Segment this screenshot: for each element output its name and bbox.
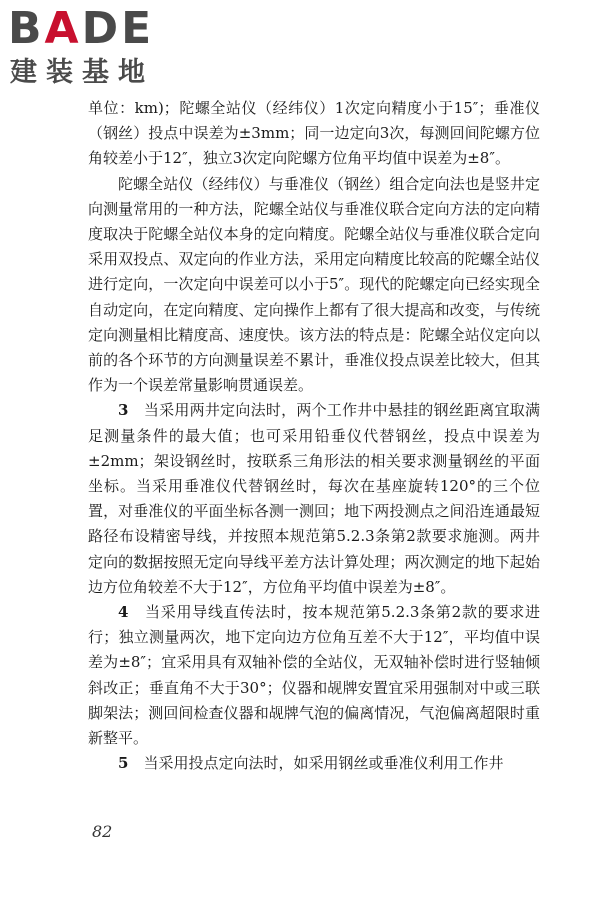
paragraph-item-5: [88, 751, 540, 776]
logo-letters-de: DE: [81, 3, 155, 54]
page-body: [88, 96, 540, 776]
paragraph-continuation: [88, 96, 540, 172]
item-number: 3: [118, 401, 129, 420]
logo-wordmark: [8, 4, 154, 54]
item-number: 4: [118, 603, 129, 622]
paragraph-text: 当采用导线直传法时，按本规范第5.2.3条第2款的要求进行；独立测量两次，地下定向边方位角互差不大于12″，平均值中误差为±8″；宜采用具有双轴补偿的全站仪，无双轴补偿时进行竖轴倾斜改正；垂直角不大于30°；仪器和觇牌安置宜采用强制对中或三联脚架法；测回间检查仪器和觇牌气泡的偏离情况，气泡偏离超限时重新整平。: [88, 603, 540, 748]
paragraph-gyro-method: [88, 172, 540, 399]
bade-logo: [8, 4, 178, 90]
logo-subtitle: 建装基地: [10, 57, 154, 88]
paragraph-text: 当采用投点定向法时，如采用钢丝或垂准仪利用工作井: [143, 754, 504, 773]
paragraph-text: 陀螺全站仪（经纬仪）与垂准仪（钢丝）组合定向法也是竖井定向测量常用的一种方法，陀螺全站仪与垂准仪联合定向方法的定向精度取决于陀螺全站仪本身的定向精度。陀螺全站仪与垂准仪联合定向采用双投点、双定向的作业方法，采用定向精度比较高的陀螺全站仪进行定向，一次定向中误差可以小于5″。现代的陀螺定向已经实现全自动定向，在定向精度、定向操作上都有了很大提高和改变，与传统定向测量相比精度高、速度快。该方法的特点是：陀螺全站仪定向以前的各个环节的方向测量误差不累计，垂准仪投点误差比较大，但其作为一个误差常量影响贯通误差。: [88, 174, 540, 395]
paragraph-item-4: [88, 600, 540, 751]
paragraph-item-3: [88, 398, 540, 600]
logo-letter-a: A: [44, 3, 82, 54]
paragraph-text: 单位：km)；陀螺全站仪（经纬仪）1次定向精度小于15″；垂准仪（钢丝）投点中误差为±3mm；同一边定向3次，每测回间陀螺方位角较差小于12″，独立3次定向陀螺方位角平均值中误差为±8″。: [88, 99, 540, 168]
logo-letter-b: B: [8, 3, 45, 54]
item-number: 5: [118, 754, 129, 773]
page-number: 82: [92, 822, 113, 841]
paragraph-text: 当采用两井定向法时，两个工作井中悬挂的钢丝距离宜取满足测量条件的最大值；也可采用铅垂仪代替钢丝，投点中误差为±2mm；架设钢丝时，按联系三角形法的相关要求测量钢丝的平面坐标。当采用垂准仪代替钢丝时，每次在基座旋转120°的三个位置，对垂准仪的平面坐标各测一测回；地下两投测点之间沿连通最短路径布设精密导线，并按照本规范第5.2.3条第2款要求施测。两井定向的数据按照无定向导线平差方法计算处理；两次测定的地下起始边方位角较差不大于12″，方位角平均值中误差为±8″。: [88, 401, 540, 596]
